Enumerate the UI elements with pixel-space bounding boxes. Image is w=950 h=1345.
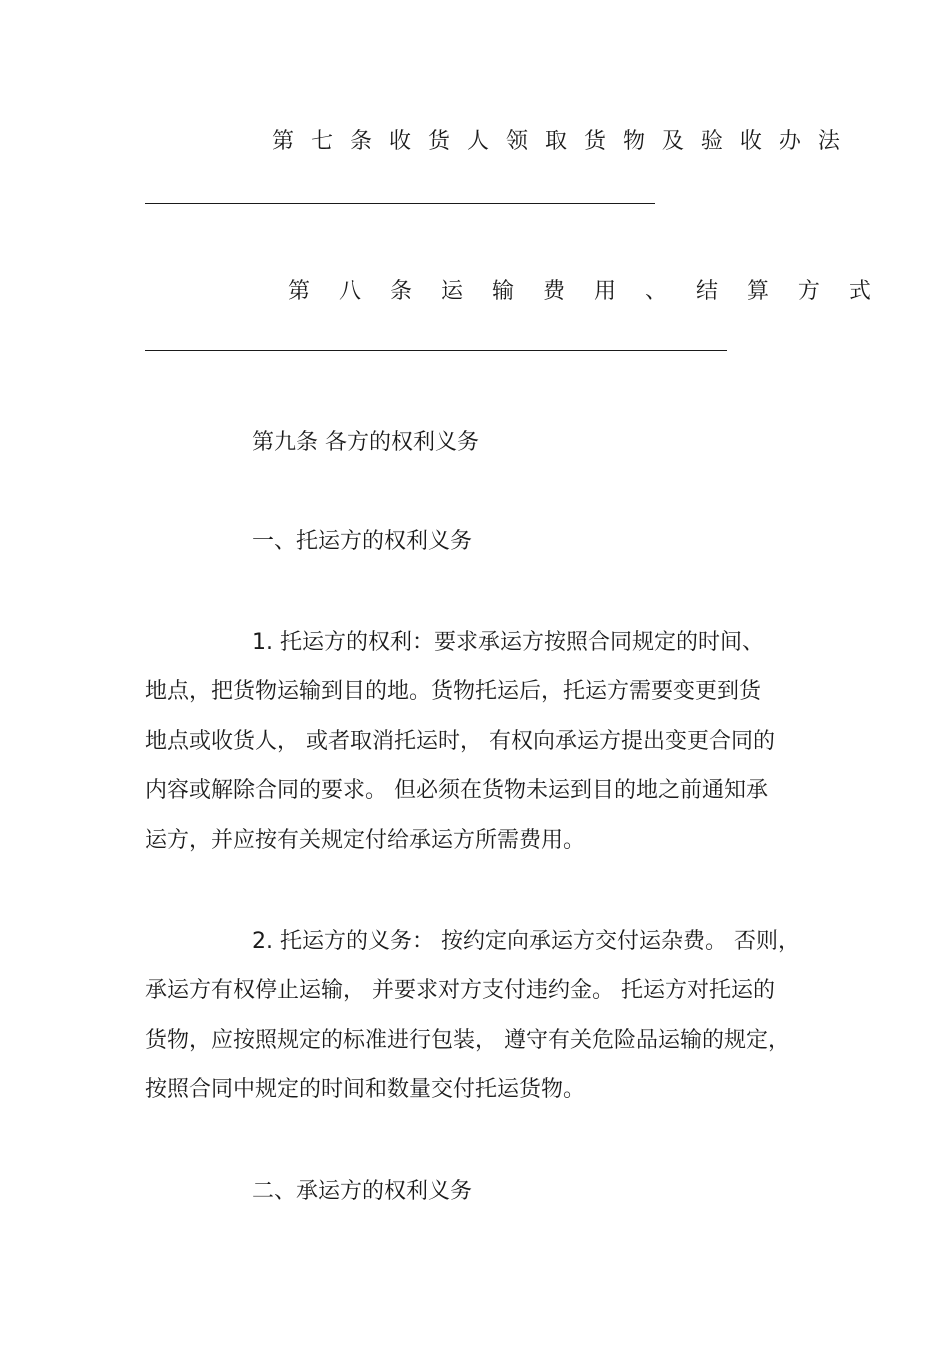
article-9-title: 第九条 各方的权利义务 bbox=[252, 430, 479, 455]
section-1-item-1-line-4: 内容或解除合同的要求。 但必须在货物未运到目的地之前通知承 bbox=[145, 778, 768, 803]
article-8-fill-line bbox=[145, 350, 727, 351]
section-1-item-2-line-3: 货物，应按照规定的标准进行包装， 遵守有关危险品运输的规定， bbox=[145, 1028, 790, 1053]
section-1-item-1-line-2: 地点，把货物运输到目的地。货物托运后，托运方需要变更到货 bbox=[145, 679, 762, 704]
article-7-fill-line bbox=[145, 203, 655, 204]
section-1-item-1-line-5: 运方，并应按有关规定付给承运方所需费用。 bbox=[145, 828, 586, 853]
article-7-title: 第 七 条 收 货 人 领 取 货 物 及 验 收 办 法 bbox=[272, 129, 844, 154]
section-1-item-2-line-4: 按照合同中规定的时间和数量交付托运货物。 bbox=[145, 1077, 586, 1102]
section-1-heading: 一、托运方的权利义务 bbox=[252, 529, 473, 554]
section-1-item-1-line-1: 1. 托运方的权利：要求承运方按照合同规定的时间、 bbox=[252, 630, 764, 655]
article-8-title: 第 八 条 运 输 费 用 、 结 算 方 式 bbox=[288, 279, 880, 304]
section-1-item-1-line-3: 地点或收货人， 或者取消托运时， 有权向承运方提出变更合同的 bbox=[145, 729, 775, 754]
section-2-heading: 二、承运方的权利义务 bbox=[252, 1179, 473, 1204]
section-1-item-2-line-2: 承运方有权停止运输， 并要求对方支付违约金。 托运方对托运的 bbox=[145, 978, 775, 1003]
section-1-item-2-line-1: 2. 托运方的义务： 按约定向承运方交付运杂费。 否则， bbox=[252, 929, 800, 954]
